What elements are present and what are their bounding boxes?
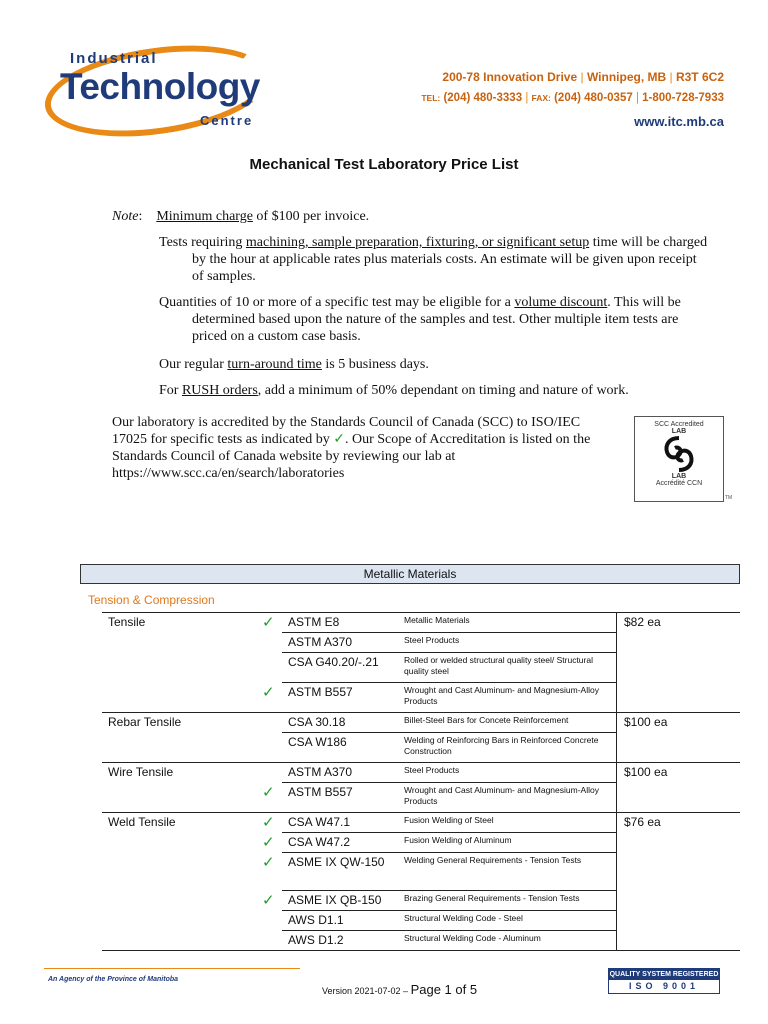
standard-code: CSA W47.1: [288, 815, 351, 829]
logo-text-industrial: Industrial: [70, 50, 158, 67]
standard-code: ASTM B557: [288, 685, 353, 699]
check-icon: ✓: [262, 853, 275, 871]
check-icon: ✓: [262, 891, 275, 909]
address-line: 200-78 Innovation Drive | Winnipeg, MB | R3T 6C2: [442, 70, 724, 84]
check-icon: ✓: [262, 783, 275, 801]
standard-divider: [282, 732, 616, 733]
standard-description: Rolled or welded structural quality steel/ Structural quality steel: [404, 655, 593, 676]
standard-divider: [282, 910, 616, 911]
standard-description: Steel Products: [404, 635, 460, 645]
standard-divider: [282, 632, 616, 633]
footer-divider: [44, 968, 300, 969]
test-price: $100 ea: [624, 715, 668, 729]
scc-accredited-badge: SCC Accredited LAB LAB Accrédité CCN: [634, 416, 724, 502]
logo-text-technology: Technology: [60, 66, 260, 107]
version-page: Version 2021-07-02 – Page 1 of 5: [322, 982, 478, 997]
check-icon: ✓: [262, 833, 275, 851]
standard-divider: [282, 782, 616, 783]
website-link[interactable]: www.itc.mb.ca: [634, 114, 724, 129]
note-minimum-charge: Note: Minimum charge of $100 per invoice.: [112, 209, 370, 224]
price-column-divider: [616, 612, 617, 950]
logo-text-centre: Centre: [200, 113, 254, 128]
row-divider: [102, 762, 740, 763]
section-header: Metallic Materials: [80, 564, 740, 584]
check-icon: ✓: [333, 431, 345, 447]
standard-code: AWS D1.1: [288, 913, 344, 927]
standard-description: Wrought and Cast Aluminum- and Magnesium-Alloy Products: [404, 785, 599, 806]
standard-code: ASTM B557: [288, 785, 353, 799]
check-icon: ✓: [262, 683, 275, 701]
standard-divider: [282, 832, 616, 833]
phone-line: TEL: (204) 480-3333 | FAX: (204) 480-0357 | 1-800-728-7933: [421, 92, 724, 104]
note-rush: For RUSH orders, add a minimum of 50% dependant on timing and nature of work.: [159, 383, 629, 398]
standard-description: Brazing General Requirements - Tension Tests: [404, 893, 580, 903]
scc-swirl-icon: [662, 435, 696, 473]
agency-note: An Agency of the Province of Manitoba: [48, 976, 179, 983]
standard-code: CSA W186: [288, 735, 347, 749]
sub-heading: Tension & Compression: [88, 593, 215, 607]
standard-divider: [282, 852, 616, 853]
test-category: Weld Tensile: [108, 815, 176, 829]
standard-description: Billet-Steel Bars for Concete Reinforcement: [404, 715, 569, 725]
standard-code: ASME IX QW-150: [288, 855, 385, 869]
standard-description: Structural Welding Code - Steel: [404, 913, 523, 923]
table-bottom-divider: [102, 950, 740, 951]
test-category: Wire Tensile: [108, 765, 174, 779]
standard-description: Welding General Requirements - Tension Tests: [404, 855, 582, 865]
page-title: Mechanical Test Laboratory Price List: [249, 156, 519, 173]
standard-code: ASTM E8: [288, 615, 340, 629]
standard-divider: [282, 652, 616, 653]
standard-code: CSA G40.20/-.21: [288, 655, 379, 669]
standard-divider: [282, 930, 616, 931]
test-price: $82 ea: [624, 615, 661, 629]
check-icon: ✓: [262, 813, 275, 831]
note-volume-discount: Quantities of 10 or more of a specific test may be eligible for a volume discount. This will be determined based upon the nature of the samples and test. Other multiple item tests are priced on a custom case basis.: [159, 295, 681, 344]
standard-description: Welding of Reinforcing Bars in Reinforced Concrete Construction: [404, 735, 599, 756]
standard-description: Wrought and Cast Aluminum- and Magnesium-Alloy Products: [404, 685, 599, 706]
accreditation-text: Our laboratory is accredited by the Standards Council of Canada (SCC) to ISO/IEC 17025 for specific tests as indicated by ✓. Our Scope of Accreditation is listed on the Standards Council of Canada website by reviewing our lab at https://www.scc.ca/en/search/laboratories: [112, 415, 591, 481]
test-price: $76 ea: [624, 815, 661, 829]
test-price: $100 ea: [624, 765, 668, 779]
standard-code: CSA W47.2: [288, 835, 351, 849]
row-divider: [102, 612, 740, 613]
row-divider: [102, 812, 740, 813]
standard-code: AWS D1.2: [288, 933, 344, 947]
check-icon: ✓: [262, 613, 275, 631]
standard-code: ASTM A370: [288, 765, 353, 779]
test-category: Tensile: [108, 615, 146, 629]
standard-divider: [282, 890, 616, 891]
standard-divider: [282, 682, 616, 683]
note-turnaround: Our regular turn-around time is 5 business days.: [159, 357, 429, 372]
standard-code: CSA 30.18: [288, 715, 346, 729]
test-category: Rebar Tensile: [108, 715, 182, 729]
standard-description: Metallic Materials: [404, 615, 470, 625]
trademark-mark: TM: [725, 495, 733, 501]
row-divider: [102, 712, 740, 713]
standard-code: ASTM A370: [288, 635, 353, 649]
standard-description: Fusion Welding of Steel: [404, 815, 494, 825]
standard-description: Steel Products: [404, 765, 460, 775]
note-machining: Tests requiring machining, sample preparation, fixturing, or significant setup time will be charged by the hour at applicable rates plus materials costs. An estimate will be given upon receipt of samples.: [159, 235, 708, 284]
standard-code: ASME IX QB-150: [288, 893, 382, 907]
standard-description: Fusion Welding of Aluminum: [404, 835, 512, 845]
iso-9001-badge: QUALITY SYSTEM REGISTERED ISO 9001: [608, 968, 720, 994]
standard-description: Structural Welding Code - Aluminum: [404, 933, 541, 943]
